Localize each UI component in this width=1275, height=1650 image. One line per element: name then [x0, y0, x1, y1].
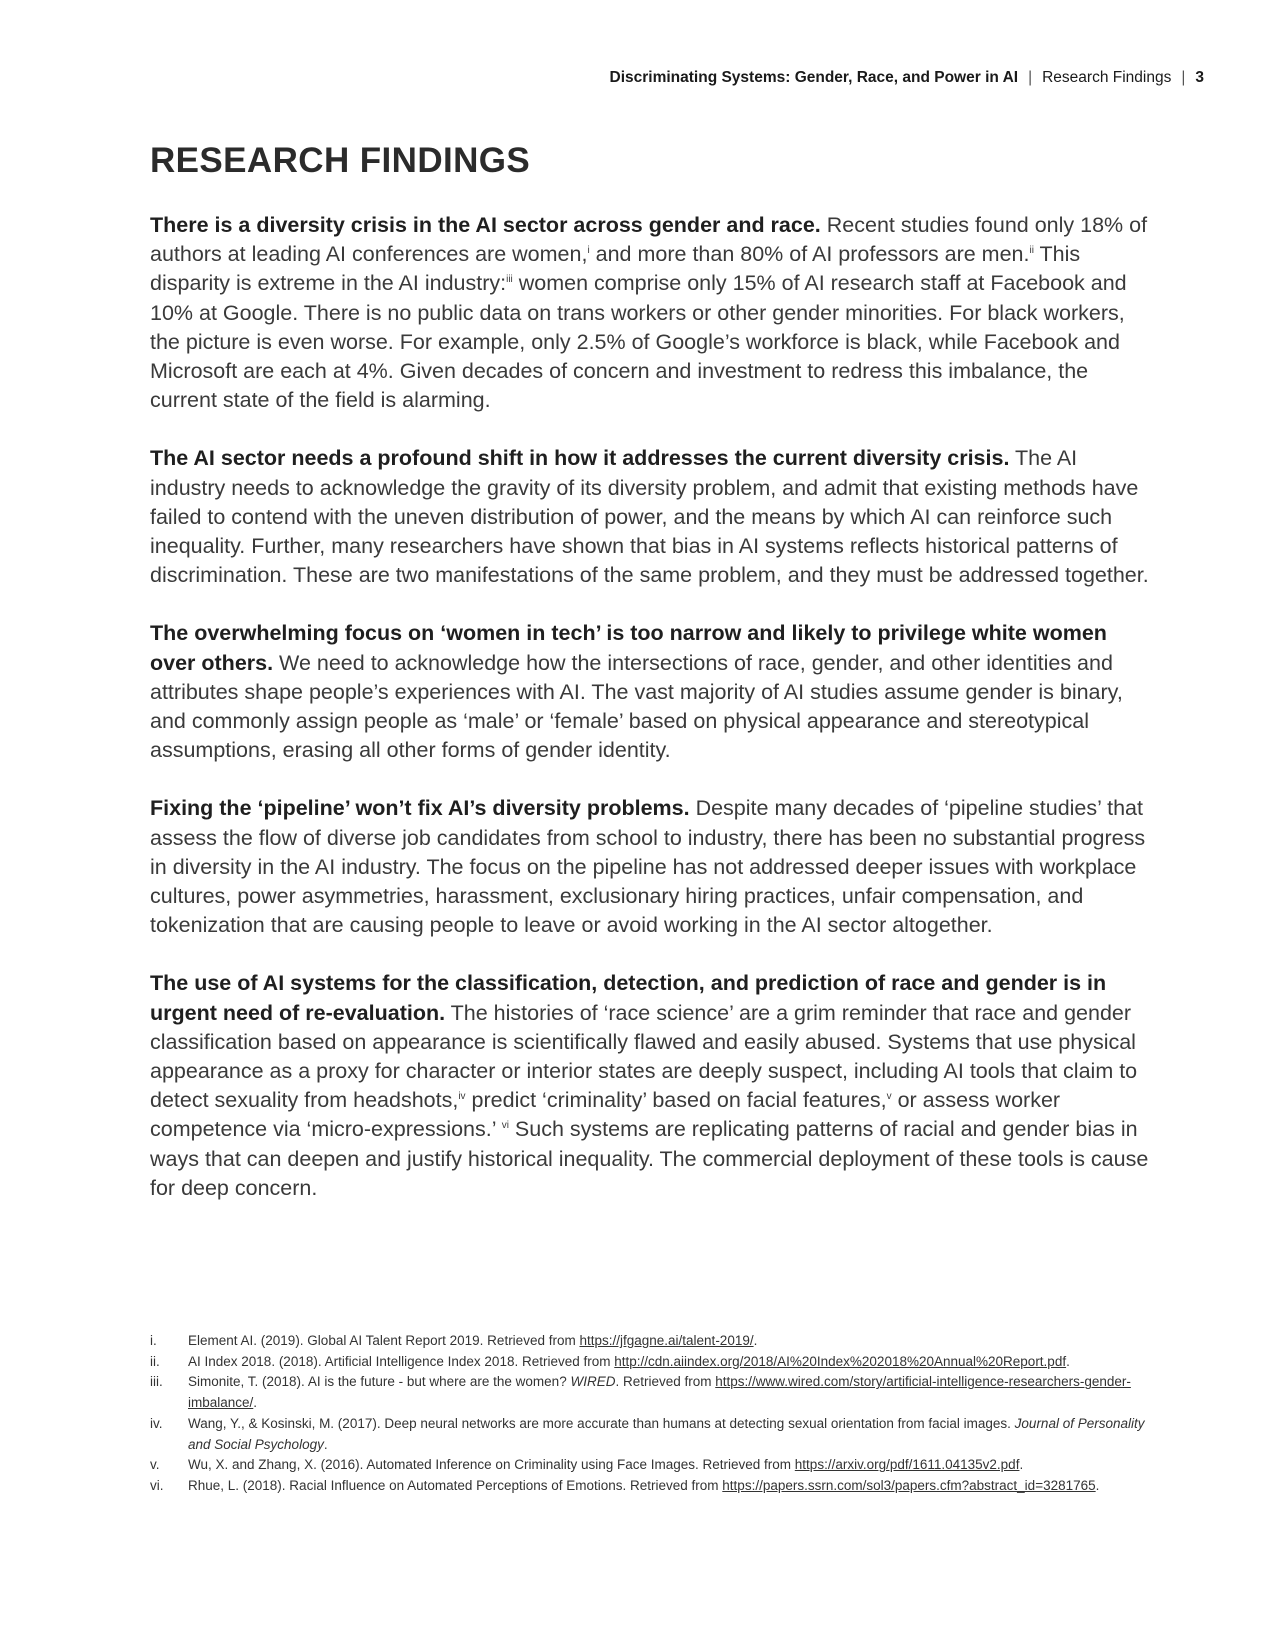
footnote-ref: iv: [458, 1091, 466, 1103]
footnote-text: Simonite, T. (2018). AI is the future - but where are the women?: [188, 1374, 571, 1390]
footnote-marker: i.: [150, 1333, 157, 1348]
footnote-text: Wang, Y., & Kosinski, M. (2017). Deep neural networks are more accurate than humans at detecting sexual orientation from facial images.: [188, 1415, 1015, 1431]
footnote-text: AI Index 2018. (2018). Artificial Intelligence Index 2018. Retrieved from: [188, 1353, 615, 1369]
footnote-marker: iii.: [150, 1374, 163, 1390]
footnote: [150, 1476, 1150, 1497]
page-title: RESEARCH FINDINGS: [150, 141, 531, 180]
footnote: [150, 1331, 1150, 1352]
finding-text: The AI industry needs to acknowledge the gravity of its diversity problem, and admit that existing methods have failed to contend with the uneven distribution of power, and the means by which AI can reinforce such inequality. Further, many researchers have shown that bias in AI systems reflects historical patterns of discrimination. These are two manifestations of the same problem, and they must be addressed together.: [150, 446, 1149, 588]
header-separator: |: [1181, 69, 1186, 86]
footnote-marker: v.: [150, 1457, 160, 1473]
footnote-link[interactable]: https://jfgagne.ai/talent-2019/: [579, 1333, 754, 1348]
footnote: [150, 1414, 1150, 1455]
finding-lead: The overwhelming focus on ‘women in tech’ is too narrow and likely to privilege white women over others.: [150, 621, 1107, 675]
footnote: [150, 1352, 1150, 1373]
footnote-marker: ii.: [150, 1353, 160, 1369]
footnote-text: Rhue, L. (2018). Racial Influence on Automated Perceptions of Emotions. Retrieved from: [188, 1477, 723, 1493]
footnote-end: .: [1066, 1353, 1070, 1369]
finding-lead: The AI sector needs a profound shift in how it addresses the current diversity crisis.: [150, 446, 1010, 471]
finding-paragraph: [150, 969, 1150, 1203]
finding-lead: Fixing the ‘pipeline’ won’t fix AI’s diversity problems.: [150, 796, 690, 821]
footnote-marker: iv.: [150, 1415, 163, 1431]
footnote-ref: vi: [501, 1120, 509, 1132]
footnote-text: Element AI. (2019). Global AI Talent Report 2019. Retrieved from: [188, 1333, 580, 1348]
footnote-end: .: [1019, 1457, 1024, 1473]
footnote-ref: ii: [1029, 245, 1034, 257]
finding-paragraph: [150, 444, 1150, 590]
finding-text: women comprise only 15% of AI research staff at Facebook and 10% at Google. There is no public data on trans workers or other gender minorities. For black workers, the picture is even worse. For example, only 2.5% of Google’s workforce is black, while Facebook and Microsoft are each at 4%. Given decades of concern and investment to redress this imbalance, the current state of the field is alarming.: [150, 271, 1127, 413]
footnote-text: . Retrieved from: [615, 1374, 716, 1390]
footnote: [150, 1372, 1150, 1413]
footnote-link[interactable]: http://cdn.aiindex.org/2018/AI%20Index%202018%20Annual%20Report.pdf: [614, 1353, 1067, 1369]
finding-text: Despite many decades of ‘pipeline studies’ that assess the flow of diverse job candidates from school to industry, there has been no substantial progress in diversity in the AI industry. The focus on the pipeline has not addressed deeper issues with workplace cultures, power asymmetries, harassment, exclusionary hiring practices, unfair compensation, and tokenization that are causing people to leave or avoid working in the AI sector altogether.: [150, 796, 1146, 938]
footnote: [150, 1455, 1150, 1476]
footnote-italic: Journal of Personality and Social Psychology: [188, 1415, 1145, 1452]
finding-paragraph: [150, 211, 1150, 415]
footnote-text: Wu, X. and Zhang, X. (2016). Automated Inference on Criminality using Face Images. Retrieved from: [188, 1457, 795, 1473]
finding-text: Such systems are replicating patterns of racial and gender bias in ways that can deepen and justify historical inequality. The commercial deployment of these tools is cause for deep concern.: [150, 1117, 1149, 1200]
finding-lead: There is a diversity crisis in the AI sector across gender and race.: [150, 213, 821, 237]
finding-lead: The use of AI systems for the classification, detection, and prediction of race and gender is in urgent need of re-evaluation.: [150, 971, 1107, 1025]
footnote-italic: WIRED: [570, 1374, 616, 1390]
running-header: [610, 69, 1205, 87]
footnote-ref: v: [886, 1091, 892, 1103]
finding-text: predict ‘criminality’ based on facial features,: [465, 1088, 887, 1113]
footnote-ref: i: [587, 245, 590, 257]
section-name: Research Findings: [1042, 69, 1172, 86]
footnote-end: .: [323, 1436, 328, 1452]
finding-paragraph: [150, 619, 1150, 765]
footnote-ref: iii: [506, 274, 513, 286]
finding-paragraph: [150, 794, 1150, 940]
finding-text: and more than 80% of AI professors are men.: [589, 242, 1030, 267]
footnote-link[interactable]: https://arxiv.org/pdf/1611.04135v2.pdf: [794, 1457, 1020, 1473]
footnote-link[interactable]: https://papers.ssrn.com/sol3/papers.cfm?abstract_id=3281765: [722, 1477, 1096, 1493]
finding-text: We need to acknowledge how the intersections of race, gender, and other identities and attributes shape people’s experiences with AI. The vast majority of AI studies assume gender is binary, and commonly assign people as ‘male’ or ‘female’ based on physical appearance and stereotypical assumptions, erasing all other forms of gender identity.: [150, 650, 1123, 763]
footnote-end: .: [1095, 1477, 1100, 1493]
finding-text: Recent studies found only 18% of authors at leading AI conferences are women,: [150, 213, 1148, 267]
document-title: Discriminating Systems: Gender, Race, and Power in AI: [609, 69, 1019, 86]
footnotes: [150, 1331, 1150, 1497]
header-separator: |: [1028, 69, 1033, 86]
footnote-marker: vi.: [150, 1477, 164, 1493]
footnote-end: .: [753, 1333, 758, 1348]
footnote-link[interactable]: https://www.wired.com/story/artificial-intelligence-researchers-gender-imbalance/: [188, 1374, 1131, 1411]
page-number: 3: [1195, 69, 1204, 86]
findings-body: [150, 211, 1150, 1232]
footnote-end: .: [253, 1395, 258, 1411]
finding-text: or assess worker competence via ‘micro-expressions.’: [150, 1088, 1061, 1142]
finding-text: The histories of ‘race science’ are a grim reminder that race and gender classification based on appearance is scientifically flawed and easily abused. Systems that use physical appearance as a proxy for character or interior states are deeply suspect, including AI tools that claim to detect sexuality from headshots,: [150, 1000, 1138, 1113]
finding-text: This disparity is extreme in the AI industry:: [150, 242, 1081, 296]
